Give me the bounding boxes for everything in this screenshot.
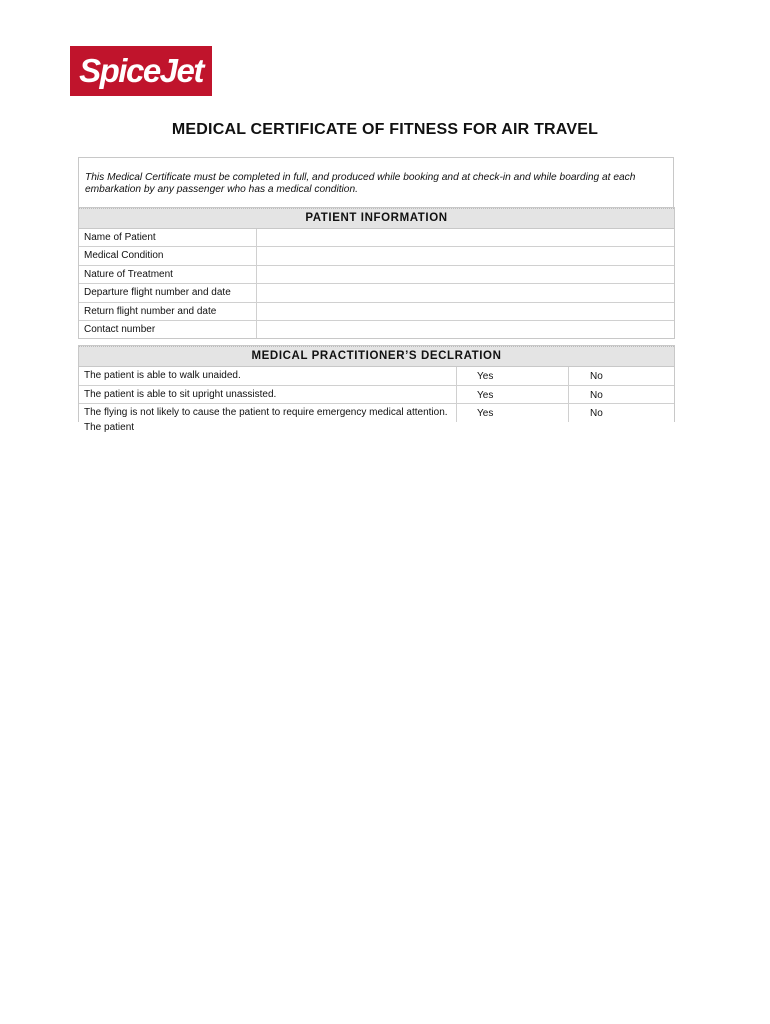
patient-information-header: PATIENT INFORMATION	[79, 208, 674, 229]
nature-of-treatment-field[interactable]	[257, 266, 674, 283]
document-title: MEDICAL CERTIFICATE OF FITNESS FOR AIR TRAVEL	[171, 121, 599, 138]
no-option[interactable]: No	[590, 408, 603, 420]
table-row	[79, 404, 674, 422]
patient-information-table	[78, 207, 675, 339]
field-label-return-flight: Return flight number and date	[79, 303, 257, 320]
table-row	[79, 303, 674, 321]
return-flight-field[interactable]	[257, 303, 674, 320]
intro-box	[78, 157, 674, 207]
no-option[interactable]: No	[590, 389, 603, 401]
table-row	[79, 266, 674, 284]
table-row	[79, 284, 674, 302]
field-label-name-of-patient: Name of Patient	[79, 229, 257, 246]
yes-option[interactable]: Yes	[457, 367, 569, 385]
table-row	[79, 321, 674, 338]
table-row	[79, 229, 674, 247]
medical-condition-field[interactable]	[257, 247, 674, 264]
medical-practitioner-declaration-table	[78, 345, 675, 422]
declaration-statement: The patient is able to walk unaided.	[79, 367, 457, 385]
field-label-medical-condition: Medical Condition	[79, 247, 257, 264]
contact-number-field[interactable]	[257, 321, 674, 338]
no-option[interactable]: No	[590, 371, 603, 382]
declaration-statement: The flying is not likely to cause the patient to require emergency medical attention.	[79, 404, 457, 422]
field-label-departure-flight: Departure flight number and date	[79, 284, 257, 301]
declaration-header: MEDICAL PRACTITIONER’S DECLRATION	[79, 346, 674, 367]
declaration-statement: The patient is able to sit upright unassisted.	[79, 386, 457, 404]
yes-option[interactable]: Yes	[457, 404, 569, 422]
table-row	[79, 367, 674, 386]
logo-text: SpiceJet	[79, 51, 203, 89]
table-row	[79, 386, 674, 405]
name-of-patient-field[interactable]	[257, 229, 674, 246]
intro-text: This Medical Certificate must be completed in full, and produced while booking and at check-in and while boarding at each embarkation by any passenger who has a medical condition.	[85, 172, 636, 195]
field-label-contact-number: Contact number	[79, 321, 257, 338]
departure-flight-field[interactable]	[257, 284, 674, 301]
table-row	[79, 247, 674, 265]
field-label-nature-of-treatment: Nature of Treatment	[79, 266, 257, 283]
spicejet-logo	[70, 46, 212, 96]
declaration-trailing-text: The patient	[84, 422, 135, 433]
yes-option[interactable]: Yes	[457, 386, 569, 404]
